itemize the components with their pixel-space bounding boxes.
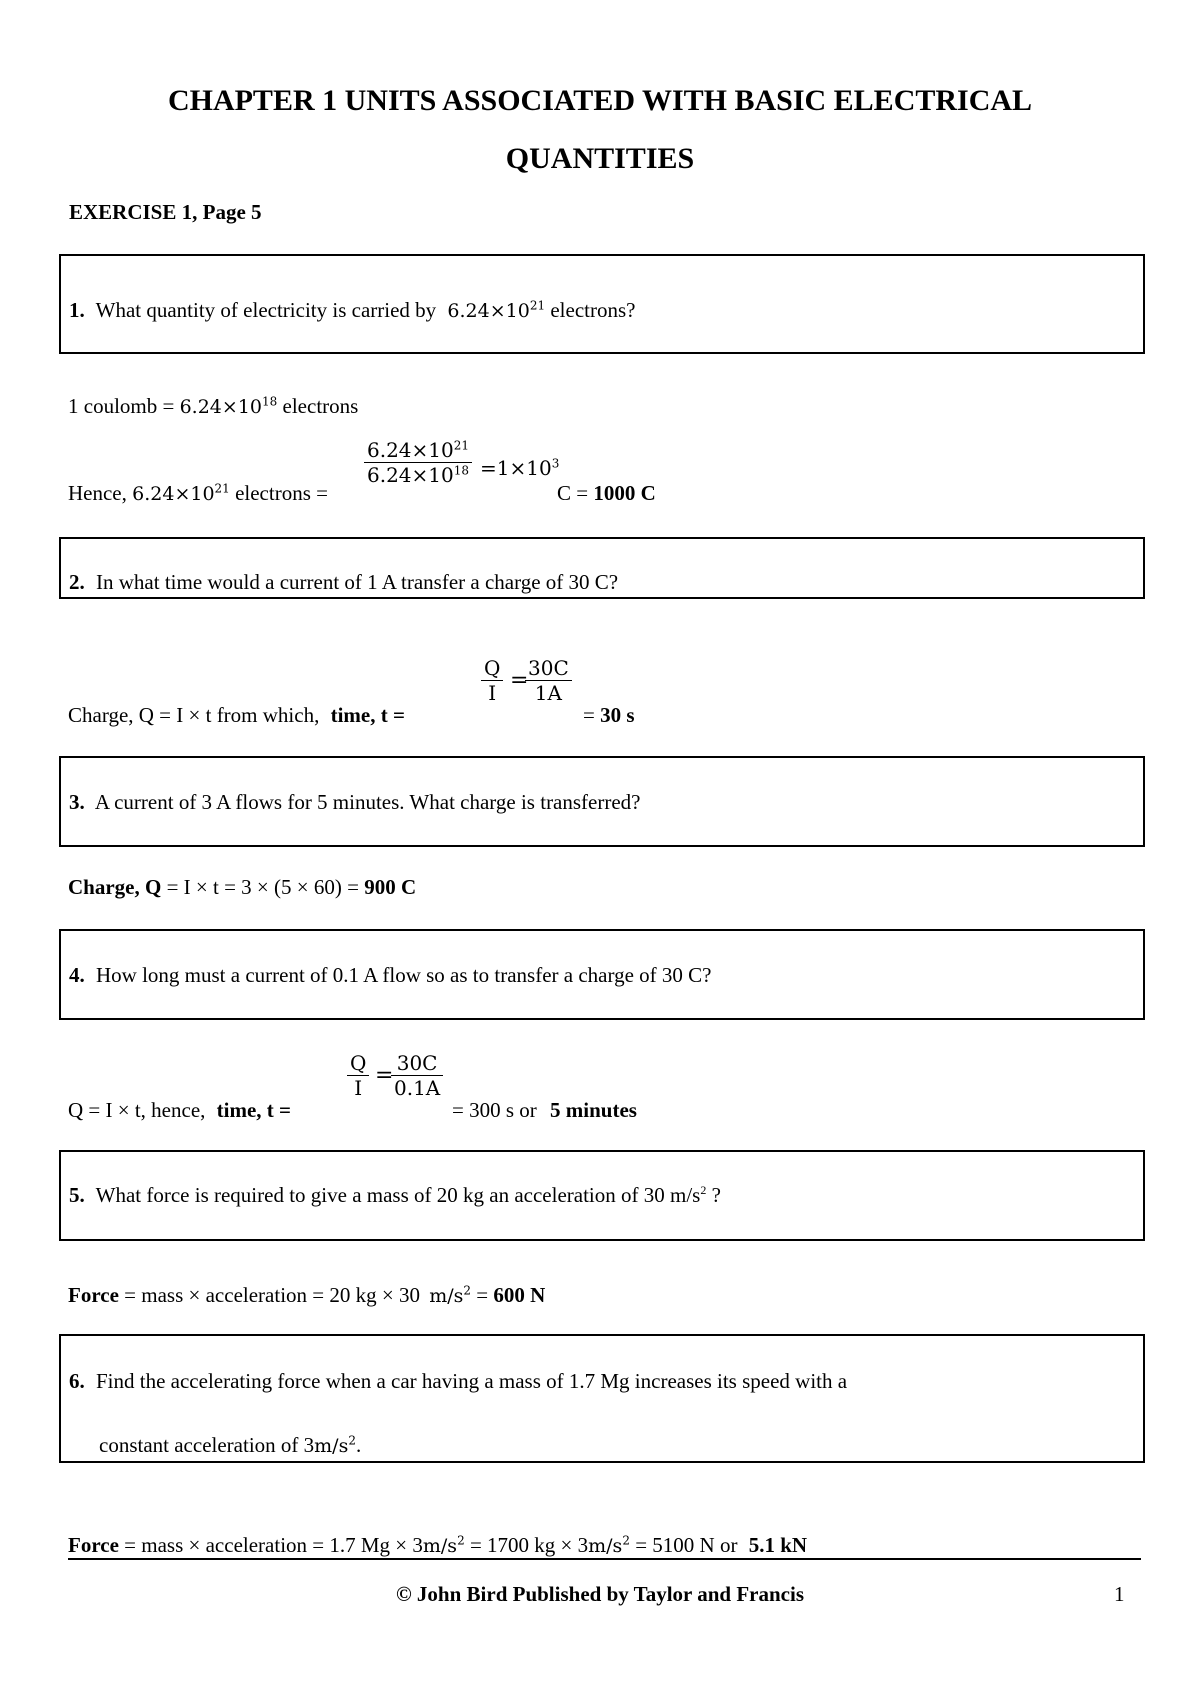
question-1-text — [69, 298, 635, 323]
math-expression — [180, 396, 278, 418]
math-base: =1×10 — [480, 456, 552, 480]
equals-sign: = — [375, 1063, 394, 1088]
math-exponent: 18 — [262, 394, 278, 409]
answer-text: C = — [557, 481, 589, 505]
question-text: What force is required to give a mass of 20 kg an acceleration of 30 m/s — [95, 1183, 701, 1207]
fraction-denominator: 1A — [534, 681, 562, 705]
answer-4-fraction-value — [391, 1051, 443, 1100]
math-unit — [314, 1435, 356, 1457]
answer-expression: = 1700 kg × 3 — [469, 1533, 589, 1557]
math-base: m/s — [314, 1435, 349, 1457]
fraction-denominator — [364, 463, 472, 487]
answer-6-line — [68, 1533, 807, 1558]
math-base: 6.24×10 — [367, 438, 454, 462]
math-exponent: 21 — [214, 481, 230, 496]
math-exponent: 2 — [348, 1433, 356, 1448]
math-base: m/s — [429, 1285, 464, 1307]
question-number: 1. — [69, 298, 85, 322]
math-base: 6.24×10 — [179, 396, 262, 418]
fraction-numerator: Q — [481, 656, 503, 681]
fraction-numerator: 30C — [525, 656, 572, 681]
fraction-numerator — [364, 438, 472, 463]
equals-sign: = — [583, 703, 595, 727]
fraction-denominator: I — [488, 681, 497, 705]
answer-expression: = 5100 N or — [635, 1533, 738, 1557]
answer-4-result — [452, 1098, 637, 1123]
math-base: m/s — [588, 1535, 623, 1557]
answer-2-result — [583, 703, 635, 728]
equals-sign: = — [510, 668, 529, 693]
fraction-denominator: 0.1A — [394, 1076, 441, 1100]
math-exponent: 21 — [453, 438, 470, 453]
answer-1-result — [557, 481, 656, 506]
answer-5-line — [68, 1283, 545, 1308]
math-unit — [429, 1285, 471, 1307]
question-text: What quantity of electricity is carried by — [95, 298, 437, 322]
question-text: constant acceleration of 3 — [99, 1433, 315, 1457]
answer-text: electrons = — [235, 481, 328, 505]
page-number: 1 — [1114, 1582, 1125, 1606]
equals-sign: = — [476, 1283, 489, 1307]
question-text: Find the accelerating force when a car having a mass of 1.7 Mg increases its speed with a — [96, 1369, 848, 1393]
math-expression — [447, 300, 545, 322]
question-number: 6. — [69, 1369, 85, 1393]
math-expression — [132, 483, 230, 505]
answer-value: 30 s — [600, 703, 635, 727]
math-base: m/s — [422, 1535, 458, 1557]
math-base: 6.24×10 — [132, 483, 215, 505]
answer-value: 900 C — [364, 875, 417, 899]
math-base: 6.24×10 — [447, 300, 530, 322]
math-exponent: 2 — [457, 1533, 465, 1548]
answer-expression: = mass × acceleration = 1.7 Mg × 3 — [124, 1533, 423, 1557]
question-number: 5. — [69, 1183, 85, 1207]
answer-text: Hence, — [68, 481, 127, 505]
question-text: In what time would a current of 1 A transfer a charge of 30 C? — [96, 570, 619, 594]
question-2-box — [59, 537, 1145, 599]
math-exponent: 21 — [529, 298, 546, 313]
chapter-title-line-2: QUANTITIES — [505, 142, 695, 175]
answer-label: time, t = — [216, 1098, 292, 1122]
question-number: 3. — [69, 790, 85, 814]
answer-1-fraction — [364, 438, 472, 487]
math-unit — [423, 1535, 465, 1557]
question-2-text — [69, 570, 618, 595]
answer-4-line — [68, 1098, 291, 1123]
answer-label: Force — [68, 1283, 119, 1307]
question-text: How long must a current of 0.1 A flow so as to transfer a charge of 30 C? — [96, 963, 712, 987]
question-3-text — [69, 790, 641, 815]
answer-value: 5 minutes — [550, 1098, 637, 1122]
answer-text: Q = I × t, hence, — [68, 1098, 206, 1122]
question-4-box — [59, 929, 1145, 1020]
question-6-text-line-2 — [99, 1433, 361, 1458]
answer-text: Charge, Q = I × t from which, — [68, 703, 320, 727]
answer-expression: = 300 s or — [452, 1098, 537, 1122]
answer-1-line-2 — [68, 481, 328, 506]
answer-label: Force — [68, 1533, 119, 1557]
answer-value: 5.1 kN — [748, 1533, 808, 1557]
question-text-end: electrons? — [550, 298, 636, 322]
answer-2-fraction-q-over-i — [481, 656, 503, 705]
answer-value: 600 N — [493, 1283, 546, 1307]
answer-4-fraction-q-over-i — [347, 1051, 369, 1100]
question-6-box — [59, 1334, 1145, 1463]
fraction-numerator: 30C — [391, 1051, 443, 1076]
footer-copyright: © John Bird Published by Taylor and Francis — [395, 1582, 804, 1606]
footer-divider — [68, 1558, 1141, 1560]
math-base: 6.24×10 — [367, 463, 454, 487]
math-exponent: 2 — [622, 1533, 630, 1548]
answer-label: Charge, Q — [68, 875, 162, 899]
question-5-text — [69, 1183, 721, 1208]
fraction-denominator: I — [354, 1076, 363, 1100]
answer-1-equals-result — [480, 456, 559, 480]
answer-3-line — [68, 875, 416, 900]
exercise-heading: EXERCISE 1, Page 5 — [69, 200, 262, 224]
question-1-box — [59, 254, 1145, 354]
question-text-end: . — [355, 1433, 362, 1457]
math-exponent: 2 — [700, 1183, 707, 1197]
question-4-text — [69, 963, 711, 988]
question-3-box — [59, 756, 1145, 847]
fraction-numerator: Q — [347, 1051, 369, 1076]
answer-2-line — [68, 703, 405, 728]
math-exponent: 18 — [453, 463, 470, 478]
answer-expression: = I × t = 3 × (5 × 60) = — [166, 875, 359, 899]
question-text: A current of 3 A flows for 5 minutes. What charge is transferred? — [94, 790, 641, 814]
answer-1-line-1 — [68, 394, 358, 419]
answer-label: time, t = — [330, 703, 405, 727]
chapter-title-line-1: CHAPTER 1 UNITS ASSOCIATED WITH BASIC ELECTRICAL — [167, 84, 1033, 117]
question-6-text-line-1 — [69, 1369, 847, 1394]
question-5-box — [59, 1150, 1145, 1241]
answer-expression: = mass × acceleration = 20 kg × 30 — [124, 1283, 420, 1307]
answer-text: electrons — [282, 394, 359, 418]
question-number: 2. — [69, 570, 85, 594]
math-exponent: 2 — [463, 1283, 472, 1298]
answer-value: 1000 C — [593, 481, 656, 505]
question-number: 4. — [69, 963, 85, 987]
question-text-end: ? — [706, 1183, 721, 1207]
answer-2-fraction-value — [525, 656, 572, 705]
math-unit — [588, 1535, 630, 1557]
answer-text: 1 coulomb = — [68, 394, 175, 418]
math-exponent: 3 — [551, 456, 560, 471]
